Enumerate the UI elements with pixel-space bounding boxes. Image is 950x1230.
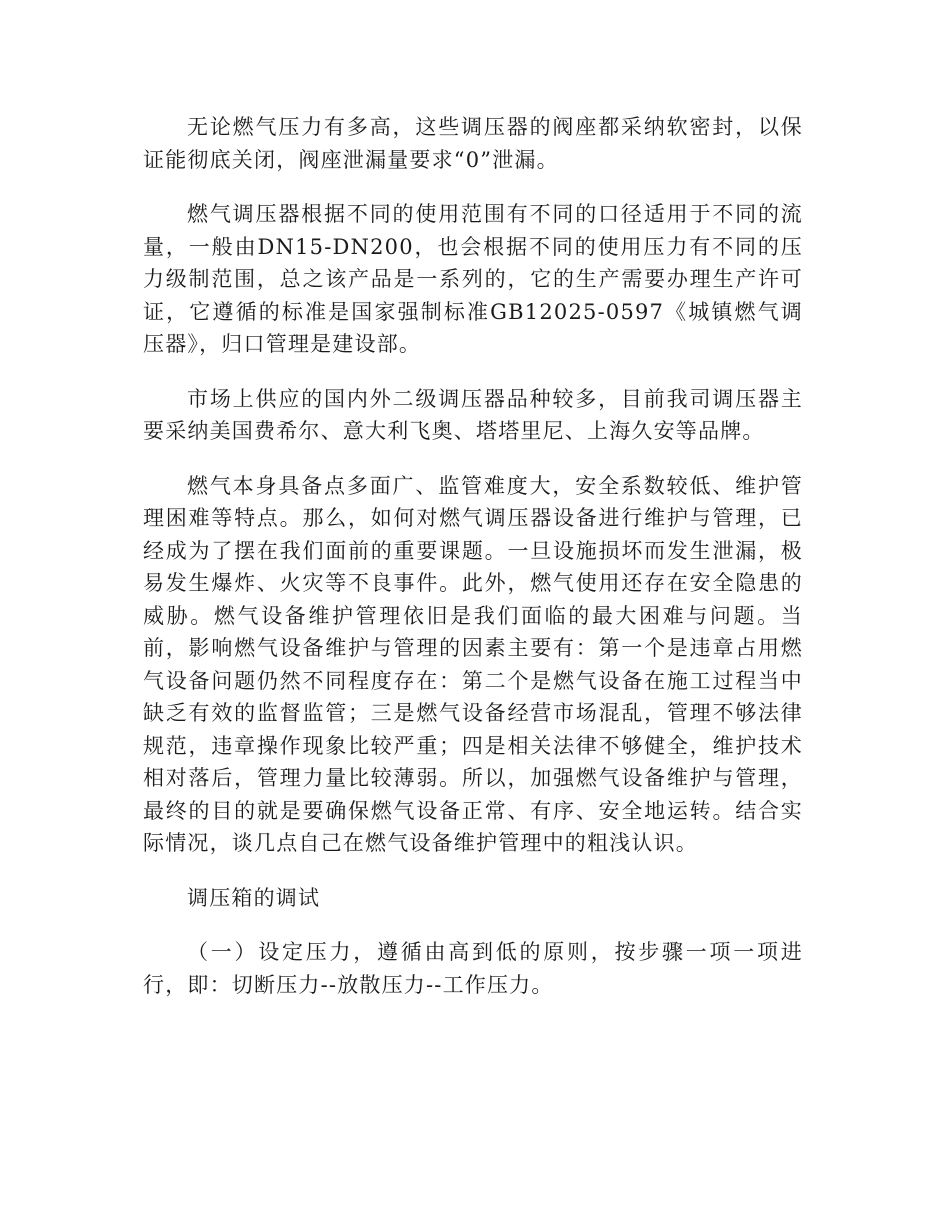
paragraph-set-pressure: （一）设定压力，遵循由高到低的原则，按步骤一项一项进行，即：切断压力--放散压力--工作压力。 bbox=[143, 940, 803, 997]
paragraph-regulator-spec: 燃气调压器根据不同的使用范围有不同的口径适用于不同的流量，一般由DN15-DN200，也会根据不同的使用压力有不同的压力级制范围，总之该产品是一系列的，它的生产需要办理生产许可证，它遵循的标准是国家强制标准GB12025-0597《城镇燃气调压器》，归口管理是建设部。 bbox=[143, 202, 803, 356]
section-heading-commissioning: 调压箱的调试 bbox=[187, 885, 321, 910]
paragraph-brands: 市场上供应的国内外二级调压器品种较多，目前我司调压器主要采纳美国费希尔、意大利飞奥、塔塔里尼、上海久安等品牌。 bbox=[143, 386, 803, 443]
paragraph-valve-seat: 无论燃气压力有多高，这些调压器的阀座都采纳软密封，以保证能彻底关闭，阀座泄漏量要求“0”泄漏。 bbox=[143, 115, 803, 172]
paragraph-maintenance: 燃气本身具备点多面广、监管难度大，安全系数较低、维护管理困难等特点。那么，如何对燃气调压器设备进行维护与管理，已经成为了摆在我们面前的重要课题。一旦设施损坏而发生泄漏，极易发生爆炸、火灾等不良事件。此外，燃气使用还存在安全隐患的威胁。燃气设备维护管理依旧是我们面临的最大困难与问题。当前，影响燃气设备维护与管理的因素主要有：第一个是违章占用燃气设备问题仍然不同程度存在：第二个是燃气设备在施工过程当中缺乏有效的监督监管；三是燃气设备经营市场混乱，管理不够法律规范，违章操作现象比较严重；四是相关法律不够健全，维护技术相对落后，管理力量比较薄弱。所以，加强燃气设备维护与管理，最终的目的就是要确保燃气设备正常、有序、安全地运转。结合实际情况，谈几点自己在燃气设备维护管理中的粗浅认识。 bbox=[143, 473, 803, 855]
document-body bbox=[143, 111, 803, 1023]
